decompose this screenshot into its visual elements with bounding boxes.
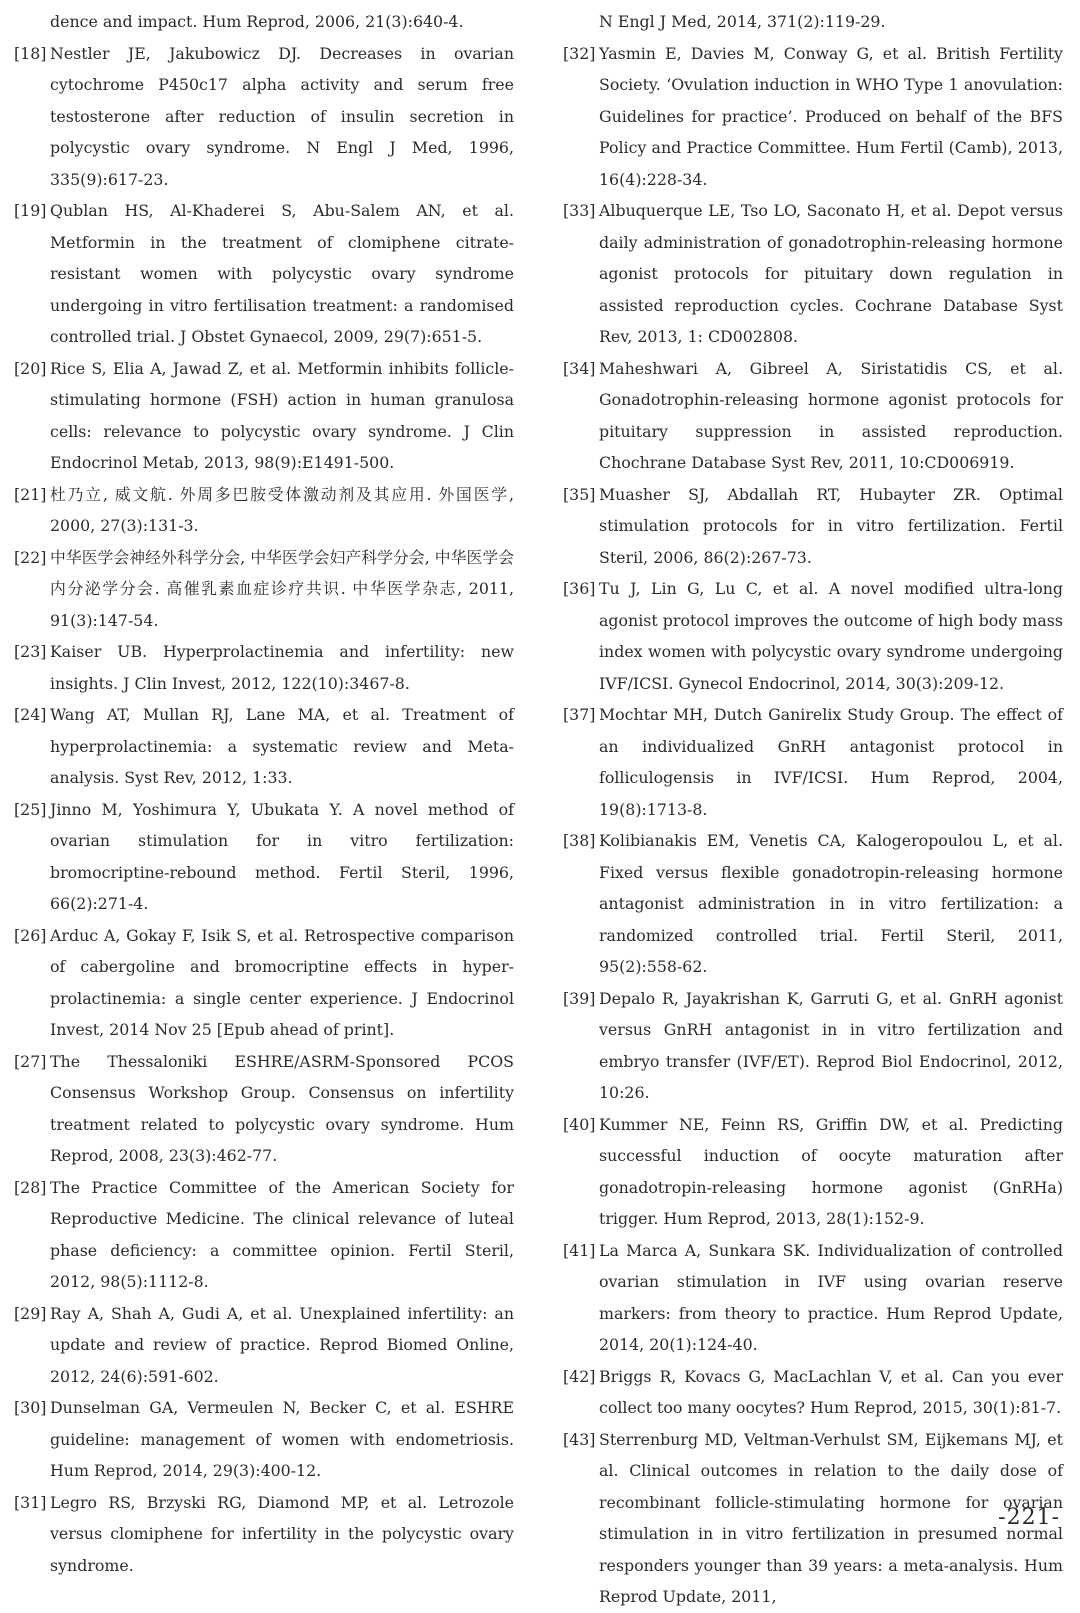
- reference-number: [42]: [563, 1366, 596, 1386]
- reference-item: [563, 479, 1063, 574]
- reference-item: [14, 1487, 514, 1582]
- reference-number: [34]: [563, 358, 596, 378]
- reference-text: The Practice Committee of the American Society for Reproductive Medicine. The clinical relevance of luteal phase deficiency: a committee opinion. Fertil Steril, 2012, 98(5):1112-8.: [50, 1177, 514, 1291]
- reference-number: [24]: [14, 705, 47, 724]
- reference-list-right: [563, 38, 1063, 1613]
- reference-text: Muasher SJ, Abdallah RT, Hubayter ZR. Optimal stimulation protocols for in vitro fertilization. Fertil Steril, 2006, 86(2):267-73.: [599, 484, 1063, 567]
- reference-number: [27]: [14, 1051, 47, 1071]
- reference-item: [14, 1046, 514, 1172]
- reference-text: Kaiser UB. Hyperprolactinemia and infertility: new insights. J Clin Invest, 2012, 122(10):3467-8.: [50, 642, 514, 693]
- reference-number: [30]: [14, 1398, 47, 1417]
- page-number: -221-: [998, 1505, 1060, 1530]
- reference-number: [26]: [14, 925, 47, 945]
- reference-number: [35]: [563, 484, 596, 504]
- reference-item: [563, 699, 1063, 825]
- reference-text: The Thessaloniki ESHRE/ASRM-Sponsored PCOS Consensus Workshop Group. Consensus on infertility treatment related to polycystic ovary syndrome. Hum Reprod, 2008, 23(3):462-77.: [50, 1051, 514, 1165]
- reference-continuation: N Engl J Med, 2014, 371(2):119-29.: [599, 12, 886, 31]
- reference-item: [14, 38, 514, 196]
- reference-item: [563, 1235, 1063, 1361]
- reference-text: Qublan HS, Al-Khaderei S, Abu-Salem AN, et al. Metformin in the treatment of clomiphene citrate-resistant women with polycystic ovary syndrome undergoing in vitro fertilisation treatment: a randomised controlled trial. J Obstet Gynaecol, 2009, 29(7):651-5.: [50, 201, 514, 346]
- reference-item: [14, 920, 514, 1046]
- reference-item: [14, 1172, 514, 1298]
- reference-item: [563, 195, 1063, 353]
- right-column: [563, 6, 1063, 1613]
- reference-text: Maheshwari A, Gibreel A, Siristatidis CS, et al. Gonadotrophin-releasing hormone agonist protocols for pituitary suppression in assisted reproduction. Chochrane Database Syst Rev, 2011, 10:CD006919.: [599, 358, 1063, 472]
- reference-number: [38]: [563, 831, 596, 850]
- reference-text: Albuquerque LE, Tso LO, Saconato H, et al. Depot versus daily administration of gonadotrophin-releasing hormone agonist protocols for pituitary down regulation in assisted reproduction cycles. Cochrane Database Syst Rev, 2013, 1: CD002808.: [599, 201, 1063, 346]
- reference-text: Dunselman GA, Vermeulen N, Becker C, et al. ESHRE guideline: management of women with endometriosis. Hum Reprod, 2014, 29(3):400-12.: [50, 1398, 514, 1480]
- reference-text: La Marca A, Sunkara SK. Individualization of controlled ovarian stimulation in IVF using ovarian reserve markers: from theory to practice. Hum Reprod Update, 2014, 20(1):124-40.: [599, 1240, 1063, 1354]
- reference-number: [36]: [563, 579, 596, 598]
- reference-number: [21]: [14, 484, 47, 504]
- reference-number: [20]: [14, 358, 47, 378]
- reference-item: [563, 353, 1063, 479]
- reference-number: [37]: [563, 705, 596, 724]
- reference-number: [29]: [14, 1303, 47, 1323]
- reference-text: Ray A, Shah A, Gudi A, et al. Unexplained infertility: an update and review of practice. Reprod Biomed Online, 2012, 24(6):591-602.: [50, 1303, 514, 1386]
- reference-text: Nestler JE, Jakubowicz DJ. Decreases in ovarian cytochrome P450c17 alpha activity and serum free testosterone after reduction of insulin secretion in polycystic ovary syndrome. N Engl J Med, 1996, 335(9):617-23.: [50, 43, 514, 189]
- reference-list-left: [14, 38, 514, 1582]
- reference-continuation: dence and impact. Hum Reprod, 2006, 21(3):640-4.: [50, 12, 464, 31]
- reference-text: Sterrenburg MD, Veltman-Verhulst SM, Eijkemans MJ, et al. Clinical outcomes in relation to the daily dose of recombinant follicle-stimulating hormone for ovarian stimulation in in vitro fertilization in presumed normal responders younger than 39 years: a meta-analysis. Hum Reprod Update, 2011,: [599, 1429, 1063, 1606]
- reference-text: Briggs R, Kovacs G, MacLachlan V, et al. Can you ever collect too many oocytes? Hum Reprod, 2015, 30(1):81-7.: [599, 1366, 1063, 1417]
- reference-text: Mochtar MH, Dutch Ganirelix Study Group. The effect of an individualized GnRH antagonist protocol in folliculogensis in IVF/ICSI. Hum Reprod, 2004, 19(8):1713-8.: [599, 705, 1063, 819]
- reference-item: [563, 573, 1063, 699]
- reference-item: [563, 825, 1063, 983]
- reference-item: [563, 38, 1063, 196]
- reference-number: [40]: [563, 1114, 596, 1134]
- reference-item: [14, 1392, 514, 1487]
- reference-text: Yasmin E, Davies M, Conway G, et al. British Fertility Society. ‘Ovulation induction in WHO Type 1 anovulation: Guidelines for practice’. Produced on behalf of the BFS Policy and Practice Committee. Hum Fertil (Camb), 2013, 16(4):228-34.: [599, 43, 1063, 189]
- reference-item: [14, 479, 514, 542]
- reference-item: [563, 983, 1063, 1109]
- reference-text: Kolibianakis EM, Venetis CA, Kalogeropoulou L, et al. Fixed versus flexible gonadotropin-releasing hormone antagonist administration in in vitro fertilization: a randomized controlled trial. Fertil Steril, 2011, 95(2):558-62.: [599, 831, 1063, 976]
- reference-number: [41]: [563, 1240, 596, 1260]
- reference-number: [23]: [14, 642, 47, 661]
- reference-item: [14, 699, 514, 794]
- reference-text: Rice S, Elia A, Jawad Z, et al. Metformin inhibits follicle-stimulating hormone (FSH) action in human granulosa cells: relevance to polycystic ovary syndrome. J Clin Endocrinol Metab, 2013, 98(9):E1491-500.: [50, 358, 514, 472]
- reference-number: [19]: [14, 201, 47, 220]
- reference-text: Kummer NE, Feinn RS, Griffin DW, et al. Predicting successful induction of oocyte maturation after gonadotropin-releasing hormone agonist (GnRHa) trigger. Hum Reprod, 2013, 28(1):152-9.: [599, 1114, 1063, 1228]
- left-column: [14, 6, 514, 1581]
- reference-item: [14, 636, 514, 699]
- reference-item: [14, 794, 514, 920]
- reference-item: [14, 542, 514, 637]
- reference-text: Wang AT, Mullan RJ, Lane MA, et al. Treatment of hyperprolactinemia: a systematic review and Meta-analysis. Syst Rev, 2012, 1:33.: [50, 705, 514, 787]
- reference-text: Jinno M, Yoshimura Y, Ubukata Y. A novel method of ovarian stimulation for in vitro fertilization: bromocriptine-rebound method. Fertil Steril, 1996, 66(2):271-4.: [50, 799, 514, 913]
- reference-text: 中华医学会神经外科学分会, 中华医学会妇产科学分会, 中华医学会内分泌学分会. 高催乳素血症诊疗共识. 中华医学杂志, 2011, 91(3):147-54.: [50, 547, 514, 630]
- reference-number: [22]: [14, 547, 47, 567]
- reference-number: [33]: [563, 201, 596, 220]
- reference-text: 杜乃立, 威文航. 外周多巴胺受体激动剂及其应用. 外国医学, 2000, 27(3):131-3.: [50, 484, 514, 535]
- reference-number: [25]: [14, 799, 47, 819]
- reference-item: [14, 195, 514, 353]
- reference-text: Arduc A, Gokay F, Isik S, et al. Retrospective comparison of cabergoline and bromocriptine effects in hyper-prolactinemia: a single center experience. J Endocrinol Invest, 2014 Nov 25 [Epub ahead of print].: [50, 925, 514, 1039]
- reference-number: [28]: [14, 1177, 47, 1197]
- reference-item: [563, 1361, 1063, 1424]
- reference-item: [14, 1298, 514, 1393]
- reference-text: Legro RS, Brzyski RG, Diamond MP, et al. Letrozole versus clomiphene for infertility in the polycystic ovary syndrome.: [50, 1492, 514, 1575]
- reference-number: [43]: [563, 1429, 596, 1449]
- reference-item: [14, 353, 514, 479]
- reference-number: [39]: [563, 988, 596, 1008]
- reference-item: [563, 1424, 1063, 1613]
- reference-number: [18]: [14, 43, 47, 63]
- reference-number: [32]: [563, 43, 596, 63]
- reference-item: [563, 1109, 1063, 1235]
- reference-text: Depalo R, Jayakrishan K, Garruti G, et al. GnRH agonist versus GnRH antagonist in in vitro fertilization and embryo transfer (IVF/ET). Reprod Biol Endocrinol, 2012, 10:26.: [599, 988, 1063, 1102]
- reference-text: Tu J, Lin G, Lu C, et al. A novel modified ultra-long agonist protocol improves the outcome of high body mass index women with polycystic ovary syndrome undergoing IVF/ICSI. Gynecol Endocrinol, 2014, 30(3):209-12.: [599, 579, 1063, 693]
- reference-number: [31]: [14, 1492, 47, 1512]
